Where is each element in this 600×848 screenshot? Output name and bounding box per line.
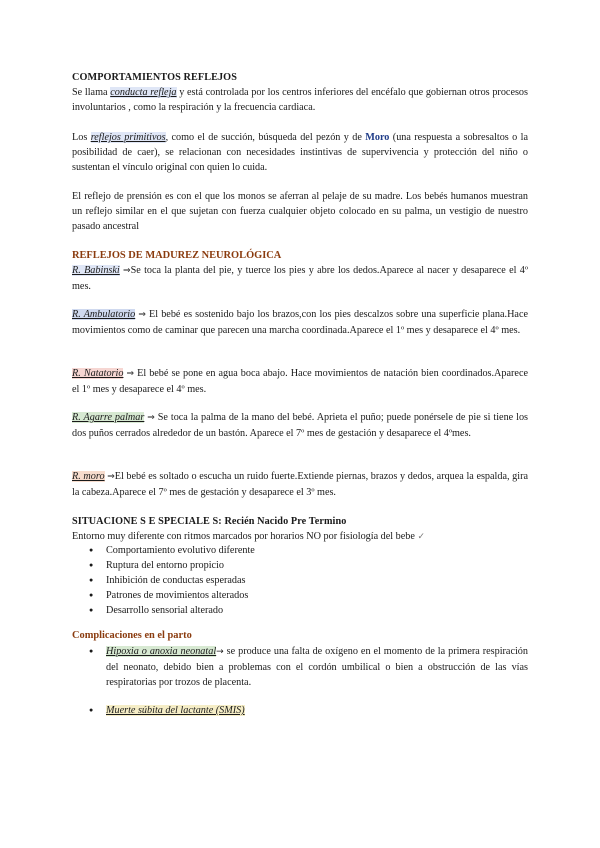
reflex-description: Se toca la planta del pie, y tuerce los pies y abre los dedos.Aparece al nacer y desaparece el 4º mes. [72,265,529,292]
text-span: y está controlada por los centros inferiores del encéfalo que gobiernan otros procesos involuntarios , como la respiración y la frecuencia cardiaca. [72,87,528,113]
reflex-description: El bebé es soltado o escucha un ruido fuerte.Extiende piernas, brazos y dedos, arquea la espalda, gira la cabeza.Aparece el 7º mes de gestación y desaparece el 3º mes. [72,471,529,498]
term-ambulatorio: R. Ambulatorio [72,309,136,320]
list-item-text: se produce una falta de oxígeno en el momento de la primera respiración del neonato, debido bien a problemas con el cordón umbilical o bien a obstrucción de las vías respiratorias por trozos de placenta. [106,646,528,688]
term-moro: Moro [365,132,390,143]
list-item: ● Comportamiento evolutivo diferente [72,543,528,558]
section-heading-complicaciones: Complicaciones en el parto [72,630,192,641]
reflex-description: El bebé es sostenido bajo los brazos,con los pies descalzos sobre una superficie plana.Hace movimientos como de caminar que parecen una marcha coordinada.Aparece el 1º mes y desaparece el 4º mes. [72,309,529,336]
term-reflejos-primitivos: reflejos primitivos [90,132,166,143]
arrow-icon: ⇒ [123,266,131,276]
term-babinski: R. Babinski [72,265,120,276]
page-title: COMPORTAMIENTOS REFLEJOS [72,72,237,83]
section-heading-situaciones: SITUACIONE S E SPECIALE S: Recién Nacido Pre Termino [72,516,347,527]
reflex-agarre-palmar [72,410,528,441]
list-item: ● Desarrollo sensorial alterado [72,603,528,618]
term-hipoxia: Hipoxia o anoxia neonatal [106,646,217,657]
term-smis: Muerte súbita del lactante (SMIS) [106,705,245,716]
arrow-icon: ⇒ [147,413,155,423]
reflex-description: Se toca la palma de la mano del bebé. Aprieta el puño; puede ponérsele de pie si tiene los dos puños cerrados alrededor de un bastón. Aparece el 7º mes de gestación y desaparece el 4ºmes. [72,412,528,439]
reflex-ambulatorio [72,307,528,338]
text-span: (una respuesta a sobresaltos o la posibilidad de caer), se relacionan con necesidades instintivas de supervivencia y protección del niño o sustentan el vínculo original con quien lo cuida. [72,132,529,173]
list-item: ● Patrones de movimientos alterados [72,588,528,603]
reflex-natatorio [72,366,528,397]
text-span: Entorno muy diferente con ritmos marcados por horarios NO por fisiología del bebe [72,531,415,542]
arrow-icon: ⇒ [138,310,146,320]
complicaciones-list [72,644,528,690]
section-heading-madurez: REFLEJOS DE MADUREZ NEUROLÓGICA [72,250,282,261]
reflex-description: El bebé se pone en agua boca abajo. Hace movimientos de natación bien coordinados.Aparece el 1º mes y desaparece el 4º mes. [72,368,528,395]
list-item-smis [72,703,528,718]
intro-paragraph-1 [72,85,528,115]
complicaciones-list-2 [72,703,528,718]
arrow-icon: ⇒ [107,472,115,482]
term-natatorio: R. Natatorio [72,368,124,379]
checkmark-icon: ✓ [417,532,425,542]
arrow-icon: → [216,647,224,657]
list-item: ● Inhibición de conductas esperadas [72,573,528,588]
intro-paragraph-2 [72,130,528,175]
text-span: Los [72,132,91,143]
text-span: , como el de succión, búsqueda del pezón y de [165,132,366,143]
term-conducta-refleja: conducta refleja [110,87,177,98]
term-moro-reflex: R. moro [72,471,105,482]
term-agarre-palmar: R. Agarre palmar [72,412,145,423]
text-span: Se llama [72,87,111,98]
intro-paragraph-3: El reflejo de prensión es con el que los monos se aferran al pelaje de su madre. Los bebés humanos muestran un reflejo similar en el que sujetan con fuerza cualquier objeto colocado en su palma, un vestigio de nuestro pasado ancestral [72,191,528,232]
list-item-hipoxia [72,644,528,690]
reflex-moro [72,469,528,500]
reflex-babinski [72,263,528,294]
list-item: ● Ruptura del entorno propicio [72,558,528,573]
arrow-icon: ⇒ [126,369,135,379]
situaciones-list [72,543,528,618]
